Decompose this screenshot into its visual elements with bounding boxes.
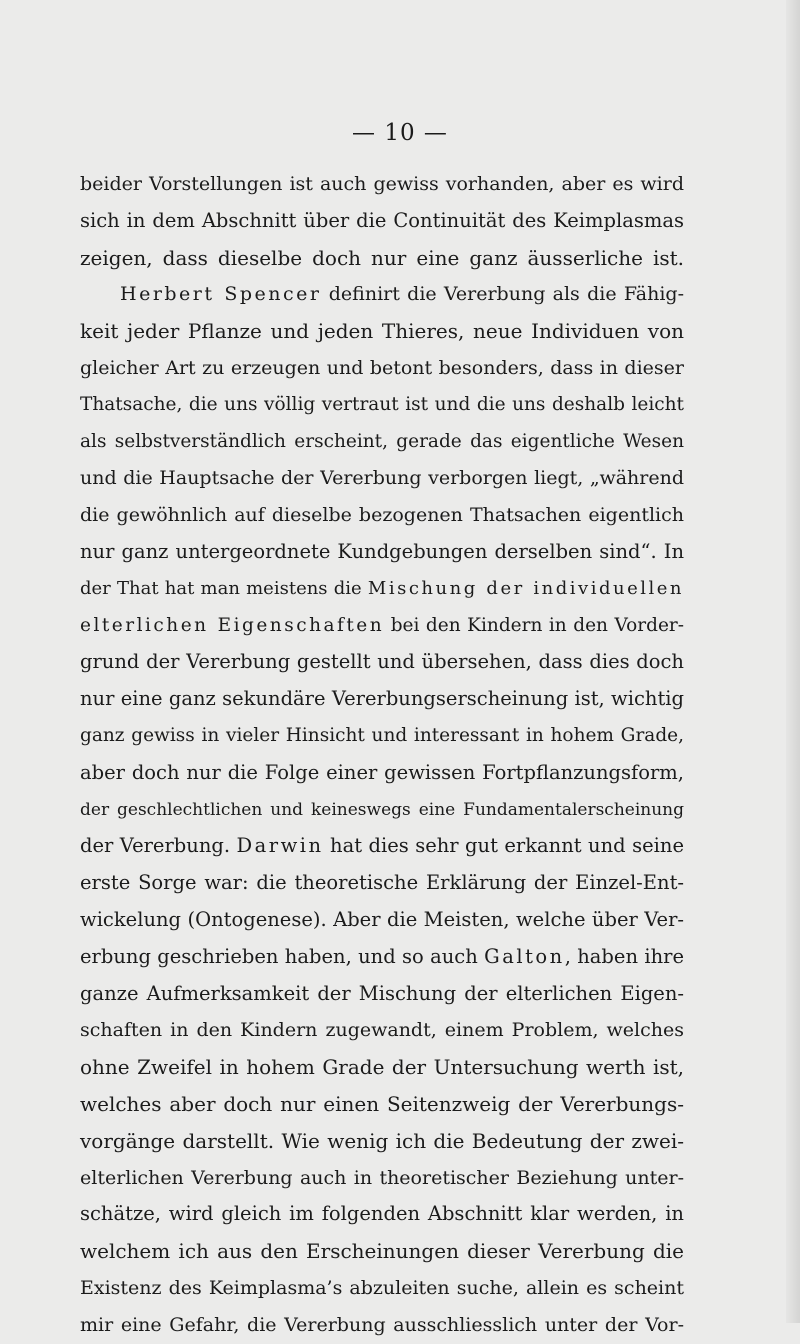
text-segment: ganz gewiss in vieler Hinsicht und interessant in hohem Grade, (80, 724, 684, 746)
text-line (80, 1086, 684, 1123)
text-line (80, 1233, 684, 1270)
text-line (80, 166, 684, 203)
text-line (80, 902, 684, 939)
text-line (80, 865, 684, 902)
text-segment: Existenz des Keimplasma’s abzuleiten suche, allein es scheint (80, 1276, 684, 1299)
text-segment: wickelung (Ontogenese). Aber die Meisten, welche über Ver- (80, 907, 684, 931)
text-line (80, 828, 684, 865)
text-segment: sich in dem Abschnitt über die Continuität des Keimplasmas (80, 208, 684, 232)
text-line (80, 424, 684, 461)
text-line (80, 1307, 684, 1344)
text-line (80, 534, 684, 571)
text-segment: und die Hauptsache der Vererbung verborgen liegt, „während (80, 467, 684, 490)
body-text (80, 166, 684, 1344)
text-line (80, 203, 684, 240)
text-segment: aber doch nur die Folge einer gewissen Fortpflanzungsform, (80, 760, 684, 784)
text-segment: hat dies sehr gut erkannt und seine (323, 834, 684, 858)
text-segment: zeigen, dass dieselbe doch nur eine ganz äusserliche ist. (80, 245, 684, 270)
text-line (80, 276, 684, 313)
text-segment: bei den Kindern in den Vorder- (384, 614, 685, 636)
text-line (80, 976, 684, 1013)
text-line (80, 497, 684, 534)
text-line (80, 240, 684, 277)
text-line (80, 387, 684, 424)
text-line (80, 350, 684, 387)
text-segment: schätze, wird gleich im folgenden Abschnitt klar werden, in (80, 1202, 684, 1226)
text-line (80, 718, 684, 755)
text-segment: der Vererbung. (80, 834, 237, 858)
text-segment: welches aber doch nur einen Seitenzweig der Vererbungs- (80, 1091, 684, 1116)
text-line (80, 1123, 684, 1160)
spaced-emphasis: Herbert Spencer (120, 283, 322, 306)
text-line (80, 681, 684, 718)
text-segment: der That hat man meistens die (80, 577, 368, 599)
text-segment: erste Sorge war: die theoretische Erklärung der Einzel-Ent- (80, 871, 684, 895)
text-line (80, 644, 684, 681)
text-line (80, 1160, 684, 1197)
text-segment: nur eine ganz sekundäre Vererbungserscheinung ist, wichtig (80, 687, 684, 711)
text-segment: der geschlechtlichen und keineswegs eine Fundamentalerscheinung (80, 799, 684, 820)
spaced-emphasis: Darwin (236, 834, 324, 858)
text-segment: beider Vorstellungen ist auch gewiss vorhanden, aber es wird (80, 173, 684, 195)
text-segment: mir eine Gefahr, die Vererbung ausschliesslich unter der Vor- (80, 1313, 684, 1336)
spaced-emphasis: elterlichen Eigenschaften (80, 614, 385, 636)
text-segment: gleicher Art zu erzeugen und betont besonders, dass in dieser (80, 356, 684, 379)
text-segment: als selbstverständlich erscheint, gerade das eigentliche Wesen (80, 430, 684, 452)
text-line (80, 792, 684, 829)
text-line (80, 1196, 684, 1233)
text-segment: erbung geschrieben haben, und so auch (80, 944, 485, 968)
text-segment: elterlichen Vererbung auch in theoretischer Beziehung unter- (80, 1166, 684, 1189)
text-segment: ganze Aufmerksamkeit der Mischung der elterlichen Eigen- (80, 981, 684, 1005)
text-segment: definirt die Vererbung als die Fähig- (321, 283, 684, 306)
text-segment: , haben ihre (564, 944, 684, 968)
page-edge (786, 0, 800, 1323)
text-line (80, 608, 684, 645)
text-segment: keit jeder Pflanze und jeden Thieres, neue Individuen von (80, 319, 684, 344)
spaced-emphasis: Galton (484, 944, 565, 968)
text-line (80, 939, 684, 976)
text-line (80, 571, 684, 608)
text-line (80, 313, 684, 350)
text-segment: vorgänge darstellt. Wie wenig ich die Bedeutung der zwei- (80, 1128, 684, 1153)
text-segment: ohne Zweifel in hohem Grade der Untersuchung werth ist, (80, 1055, 684, 1080)
text-segment: Thatsache, die uns völlig vertraut ist und die uns deshalb leicht (80, 393, 684, 415)
text-line (80, 1270, 684, 1307)
text-segment: nur ganz untergeordnete Kundgebungen derselben sind“. In (80, 539, 684, 563)
text-line (80, 1049, 684, 1086)
text-line (80, 1012, 684, 1049)
spaced-emphasis: Mischung der individuellen (367, 577, 684, 599)
page-number: — 10 — (352, 120, 448, 146)
text-segment: schaften in den Kindern zugewandt, einem Problem, welches (80, 1019, 684, 1042)
text-segment: die gewöhnlich auf dieselbe bezogenen Thatsachen eigentlich (80, 504, 684, 527)
text-segment: grund der Vererbung gestellt und übersehen, dass dies doch (80, 650, 684, 674)
text-line (80, 460, 684, 497)
text-line (80, 755, 684, 792)
text-segment: welchem ich aus den Erscheinungen dieser Vererbung die (80, 1239, 684, 1264)
